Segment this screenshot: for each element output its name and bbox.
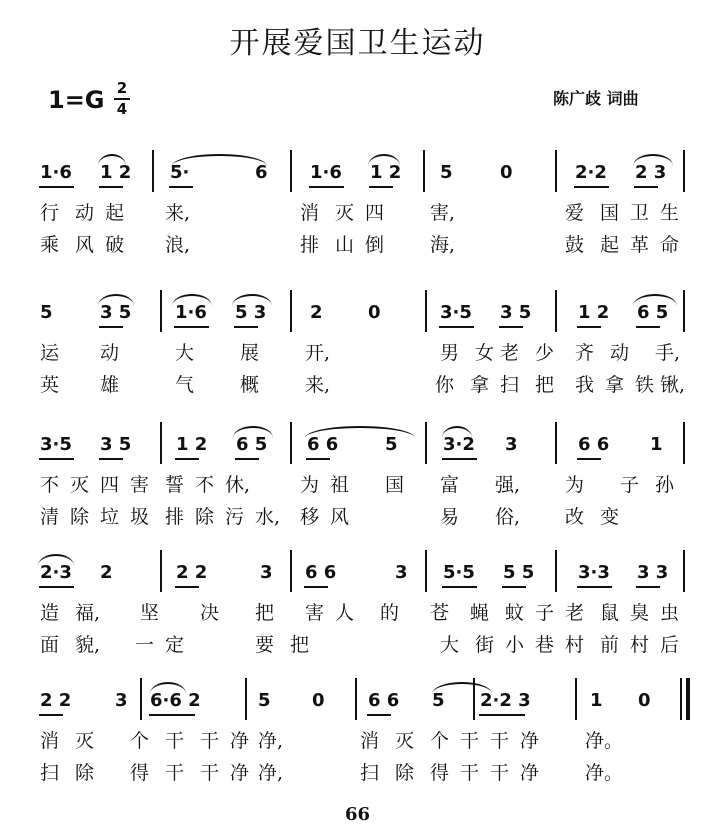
lyric-char: 生 — [660, 202, 680, 224]
note-group: 5·5 — [443, 562, 475, 583]
lyric-char: 浪, — [165, 234, 191, 256]
lyric-char: 福, — [75, 602, 101, 624]
lyric-char: 休, — [225, 474, 251, 496]
lyric-char: 锹, — [660, 374, 686, 396]
note-group: 5 — [258, 690, 271, 711]
beam-underline — [634, 186, 658, 188]
beam-underline — [442, 586, 477, 588]
note-group: 1·6 — [175, 302, 207, 323]
note-group: 1 2 — [578, 302, 610, 323]
note-group: 3·5 — [440, 302, 472, 323]
lyric-char: 排 — [300, 234, 320, 256]
meter-top: 2 — [116, 79, 128, 97]
note-group: 3 5 — [100, 302, 132, 323]
note-group: 6 5 — [236, 434, 268, 455]
note-group: 3·5 — [40, 434, 72, 455]
lyric-char: 巷 — [535, 634, 555, 656]
lyric-char: 乘 — [40, 234, 60, 256]
slur — [38, 554, 74, 566]
note-group: 6·6 2 — [150, 690, 201, 711]
lyric-char: 得 — [430, 762, 450, 784]
beam-underline — [99, 186, 123, 188]
lyric-char: 扫 — [360, 762, 380, 784]
lyric-char: 为 — [300, 474, 320, 496]
bar-line — [290, 550, 292, 592]
bar-line — [683, 290, 685, 332]
lyric-char: 我 — [575, 374, 595, 396]
bar-line — [355, 678, 357, 720]
note-group: 2·2 3 — [480, 690, 531, 711]
lyric-char: 变 — [600, 506, 620, 528]
lyric-char: 风 — [75, 234, 95, 256]
beam-underline — [234, 326, 258, 328]
lyric-char: 除 — [75, 762, 95, 784]
lyric-char: 来, — [165, 202, 191, 224]
lyric-char: 倒 — [365, 234, 385, 256]
beam-underline — [309, 186, 344, 188]
lyric-char: 灭 — [75, 730, 95, 752]
note-group: 3 — [115, 690, 128, 711]
bar-line — [160, 290, 162, 332]
lyric-char: 风 — [330, 506, 350, 528]
lyric-char: 虫 — [660, 602, 680, 624]
lyric-char: 灭 — [70, 474, 90, 496]
lyric-char: 拿 — [605, 374, 625, 396]
lyric-char: 俗, — [495, 506, 521, 528]
lyric-char: 国 — [600, 202, 620, 224]
note-group: 3·3 — [578, 562, 610, 583]
beam-underline — [99, 458, 123, 460]
lyric-char: 小 — [505, 634, 525, 656]
credit: 陈广歧 词曲 — [553, 89, 639, 108]
lyric-char: 为 — [565, 474, 585, 496]
bar-line — [245, 678, 247, 720]
lyric-char: 把 — [255, 602, 275, 624]
lyric-char: 卫 — [630, 202, 650, 224]
lyric-char: 干 — [460, 762, 480, 784]
beam-underline — [502, 586, 526, 588]
beam-underline — [169, 186, 193, 188]
lyric-char: 孙 — [655, 474, 675, 496]
note-group: 1 — [590, 690, 603, 711]
lyric-char: 村 — [630, 634, 650, 656]
note-group: 5 — [40, 302, 53, 323]
lyric-char: 清 — [40, 506, 60, 528]
beam-underline — [577, 326, 601, 328]
lyric-char: 富 — [440, 474, 460, 496]
lyric-char: 起 — [600, 234, 620, 256]
lyric-char: 动 — [610, 342, 630, 364]
slur — [432, 682, 492, 694]
lyric-char: 动 — [100, 342, 120, 364]
lyric-char: 四 — [100, 474, 120, 496]
note-group: 3 5 — [500, 302, 532, 323]
lyric-char: 污 — [225, 506, 245, 528]
lyric-char: 子 — [535, 602, 555, 624]
lyric-char: 干 — [460, 730, 480, 752]
beam-underline — [367, 714, 391, 716]
lyric-line-1 — [0, 598, 715, 624]
meter-bottom: 4 — [116, 100, 128, 118]
lyric-char: 除 — [70, 506, 90, 528]
lyric-char: 街 — [475, 634, 495, 656]
lyric-char: 一 — [135, 634, 155, 656]
note-group: 5 — [432, 690, 445, 711]
beam-underline — [39, 586, 74, 588]
bar-line — [140, 678, 142, 720]
note-group: 0 — [312, 690, 325, 711]
note-group: 0 — [500, 162, 513, 183]
beam-underline — [442, 458, 477, 460]
note-group: 6 — [255, 162, 268, 183]
lyric-char: 貌, — [75, 634, 101, 656]
bar-line — [555, 550, 557, 592]
note-group: 3 3 — [637, 562, 669, 583]
note-group: 6 6 — [578, 434, 610, 455]
lyric-char: 消 — [40, 730, 60, 752]
lyric-line-2 — [0, 630, 715, 656]
beam-underline — [39, 714, 63, 716]
lyric-char: 人 — [335, 602, 355, 624]
lyric-char: 净 — [520, 762, 540, 784]
bar-line — [683, 150, 685, 192]
beam-underline — [235, 458, 259, 460]
lyric-char: 蝇 — [470, 602, 490, 624]
note-group: 2 — [100, 562, 113, 583]
beam-underline — [499, 326, 523, 328]
lyric-char: 老 — [500, 342, 520, 364]
lyric-char: 个 — [430, 730, 450, 752]
lyric-char: 大 — [175, 342, 195, 364]
lyric-char: 村 — [565, 634, 585, 656]
bar-line — [290, 290, 292, 332]
key-signature: 1=G — [48, 86, 105, 114]
note-group: 1 2 — [100, 162, 132, 183]
lyric-char: 消 — [300, 202, 320, 224]
lyric-char: 破 — [105, 234, 125, 256]
bar-line — [683, 422, 685, 464]
bar-line — [575, 678, 577, 720]
lyric-char: 造 — [40, 602, 60, 624]
page-number: 66 — [344, 804, 371, 825]
beam-underline — [369, 186, 393, 188]
lyric-char: 概 — [240, 374, 260, 396]
lyric-char: 少 — [535, 342, 555, 364]
lyric-char: 扫 — [500, 374, 520, 396]
slur — [150, 682, 186, 694]
lyric-char: 干 — [165, 762, 185, 784]
note-group: 1 2 — [370, 162, 402, 183]
bar-line — [686, 678, 690, 720]
bar-line — [160, 422, 162, 464]
beam-underline — [174, 326, 209, 328]
lyric-char: 净, — [258, 730, 284, 752]
beam-underline — [149, 714, 195, 716]
beam-underline — [577, 586, 612, 588]
lyric-char: 圾 — [130, 506, 150, 528]
bar-line — [555, 290, 557, 332]
lyric-char: 的 — [380, 602, 400, 624]
note-group: 2 2 — [40, 690, 72, 711]
beam-underline — [636, 586, 660, 588]
lyric-char: 鼓 — [565, 234, 585, 256]
lyric-char: 干 — [490, 762, 510, 784]
bar-line — [683, 550, 685, 592]
bar-line — [425, 550, 427, 592]
lyric-char: 子 — [620, 474, 640, 496]
slur — [98, 154, 126, 166]
note-group: 5 3 — [235, 302, 267, 323]
note-group: 6 5 — [637, 302, 669, 323]
note-group: 5 — [385, 434, 398, 455]
lyric-char: 英 — [40, 374, 60, 396]
lyric-char: 不 — [195, 474, 215, 496]
beam-underline — [99, 326, 123, 328]
note-group: 0 — [638, 690, 651, 711]
note-group: 5· — [170, 162, 190, 183]
slur — [368, 154, 400, 166]
lyric-char: 害 — [305, 602, 325, 624]
bar-line — [425, 422, 427, 464]
lyric-char: 干 — [165, 730, 185, 752]
lyric-char: 决 — [200, 602, 220, 624]
lyric-char: 要 — [255, 634, 275, 656]
beam-underline — [636, 326, 660, 328]
note-group: 6 6 — [368, 690, 400, 711]
lyric-char: 除 — [395, 762, 415, 784]
lyric-line-1 — [0, 470, 715, 496]
note-group: 2 2 — [176, 562, 208, 583]
lyric-char: 山 — [335, 234, 355, 256]
lyric-char: 后 — [660, 634, 680, 656]
lyric-char: 除 — [195, 506, 215, 528]
note-group: 1·6 — [310, 162, 342, 183]
lyric-char: 消 — [360, 730, 380, 752]
lyric-line-1 — [0, 338, 715, 364]
lyric-char: 祖 — [330, 474, 350, 496]
beam-underline — [175, 586, 199, 588]
lyric-char: 开, — [305, 342, 331, 364]
note-group: 2 — [310, 302, 323, 323]
bar-line — [425, 290, 427, 332]
lyric-char: 干 — [200, 762, 220, 784]
bar-line — [555, 422, 557, 464]
lyric-char: 蚊 — [505, 602, 525, 624]
lyric-char: 动 — [75, 202, 95, 224]
note-group: 2·2 — [575, 162, 607, 183]
lyric-char: 灭 — [335, 202, 355, 224]
lyric-char: 齐 — [575, 342, 595, 364]
note-group: 5 5 — [503, 562, 535, 583]
lyric-char: 个 — [130, 730, 150, 752]
bar-line — [160, 550, 162, 592]
beam-underline — [574, 186, 609, 188]
lyric-char: 你 — [435, 374, 455, 396]
bar-line — [152, 150, 154, 192]
lyric-char: 垃 — [100, 506, 120, 528]
lyric-char: 排 — [165, 506, 185, 528]
lyric-char: 净, — [258, 762, 284, 784]
lyric-line-1 — [0, 198, 715, 224]
lyric-char: 移 — [300, 506, 320, 528]
lyric-char: 老 — [565, 602, 585, 624]
lyric-char: 起 — [105, 202, 125, 224]
lyric-char: 爱 — [565, 202, 585, 224]
beam-underline — [304, 586, 328, 588]
slur — [232, 294, 272, 306]
lyric-char: 行 — [40, 202, 60, 224]
note-group: 1 2 — [176, 434, 208, 455]
note-group: 3 — [395, 562, 408, 583]
lyric-char: 誓 — [165, 474, 185, 496]
lyric-char: 害, — [430, 202, 456, 224]
lyric-char: 手, — [655, 342, 681, 364]
lyric-char: 苍 — [430, 602, 450, 624]
lyric-char: 女 — [475, 342, 495, 364]
lyric-char: 改 — [565, 506, 585, 528]
slur — [233, 426, 273, 438]
lyric-char: 海, — [430, 234, 456, 256]
note-group: 1·6 — [40, 162, 72, 183]
beam-underline — [175, 458, 199, 460]
lyric-char: 易 — [440, 506, 460, 528]
bar-line — [680, 678, 682, 720]
lyric-char: 面 — [40, 634, 60, 656]
lyric-char: 灭 — [395, 730, 415, 752]
note-group: 0 — [368, 302, 381, 323]
lyric-line-2 — [0, 230, 715, 256]
lyric-char: 得 — [130, 762, 150, 784]
note-group: 1 — [650, 434, 663, 455]
slur — [98, 294, 134, 306]
lyric-line-2 — [0, 758, 715, 784]
lyric-line-2 — [0, 502, 715, 528]
beam-underline — [439, 326, 474, 328]
lyric-char: 前 — [600, 634, 620, 656]
slur — [305, 426, 415, 438]
lyric-char: 把 — [290, 634, 310, 656]
lyric-char: 雄 — [100, 374, 120, 396]
lyric-char: 臭 — [630, 602, 650, 624]
lyric-char: 铁 — [635, 374, 655, 396]
beam-underline — [39, 186, 74, 188]
time-signature — [114, 80, 130, 118]
lyric-char: 水, — [255, 506, 281, 528]
lyric-char: 把 — [535, 374, 555, 396]
note-group: 3·2 — [443, 434, 475, 455]
lyric-char: 强, — [495, 474, 521, 496]
beam-underline — [306, 458, 330, 460]
lyric-char: 扫 — [40, 762, 60, 784]
note-group: 6 6 — [305, 562, 337, 583]
lyric-char: 四 — [365, 202, 385, 224]
lyric-char: 干 — [200, 730, 220, 752]
lyric-line-2 — [0, 370, 715, 396]
beam-underline — [577, 458, 601, 460]
lyric-char: 不 — [40, 474, 60, 496]
lyric-char: 鼠 — [600, 602, 620, 624]
bar-line — [290, 150, 292, 192]
lyric-char: 坚 — [140, 602, 160, 624]
slur — [172, 154, 267, 166]
lyric-char: 男 — [440, 342, 460, 364]
lyric-char: 净。 — [585, 730, 624, 752]
slur — [442, 426, 472, 438]
lyric-char: 气 — [175, 374, 195, 396]
lyric-char: 净 — [230, 730, 250, 752]
lyric-char: 国 — [385, 474, 405, 496]
slur — [633, 154, 673, 166]
lyric-char: 拿 — [470, 374, 490, 396]
note-group: 3 5 — [100, 434, 132, 455]
lyric-line-1 — [0, 726, 715, 752]
bar-line — [290, 422, 292, 464]
note-group: 3 — [260, 562, 273, 583]
beam-underline — [479, 714, 525, 716]
lyric-char: 革 — [630, 234, 650, 256]
note-group: 2 3 — [635, 162, 667, 183]
lyric-char: 净 — [230, 762, 250, 784]
beam-underline — [39, 458, 74, 460]
slur — [172, 294, 212, 306]
lyric-char: 干 — [490, 730, 510, 752]
note-group: 6 6 — [307, 434, 339, 455]
note-group: 2·3 — [40, 562, 72, 583]
lyric-char: 大 — [440, 634, 460, 656]
song-title: 开展爱国卫生运动 — [229, 26, 486, 61]
lyric-char: 运 — [40, 342, 60, 364]
lyric-char: 展 — [240, 342, 260, 364]
lyric-char: 害 — [130, 474, 150, 496]
lyric-char: 命 — [660, 234, 680, 256]
lyric-char: 净。 — [585, 762, 624, 784]
note-group: 5 — [440, 162, 453, 183]
lyric-char: 净 — [520, 730, 540, 752]
slur — [633, 294, 677, 306]
bar-line — [555, 150, 557, 192]
note-group: 3 — [505, 434, 518, 455]
bar-line — [423, 150, 425, 192]
lyric-char: 来, — [305, 374, 331, 396]
lyric-char: 定 — [165, 634, 185, 656]
